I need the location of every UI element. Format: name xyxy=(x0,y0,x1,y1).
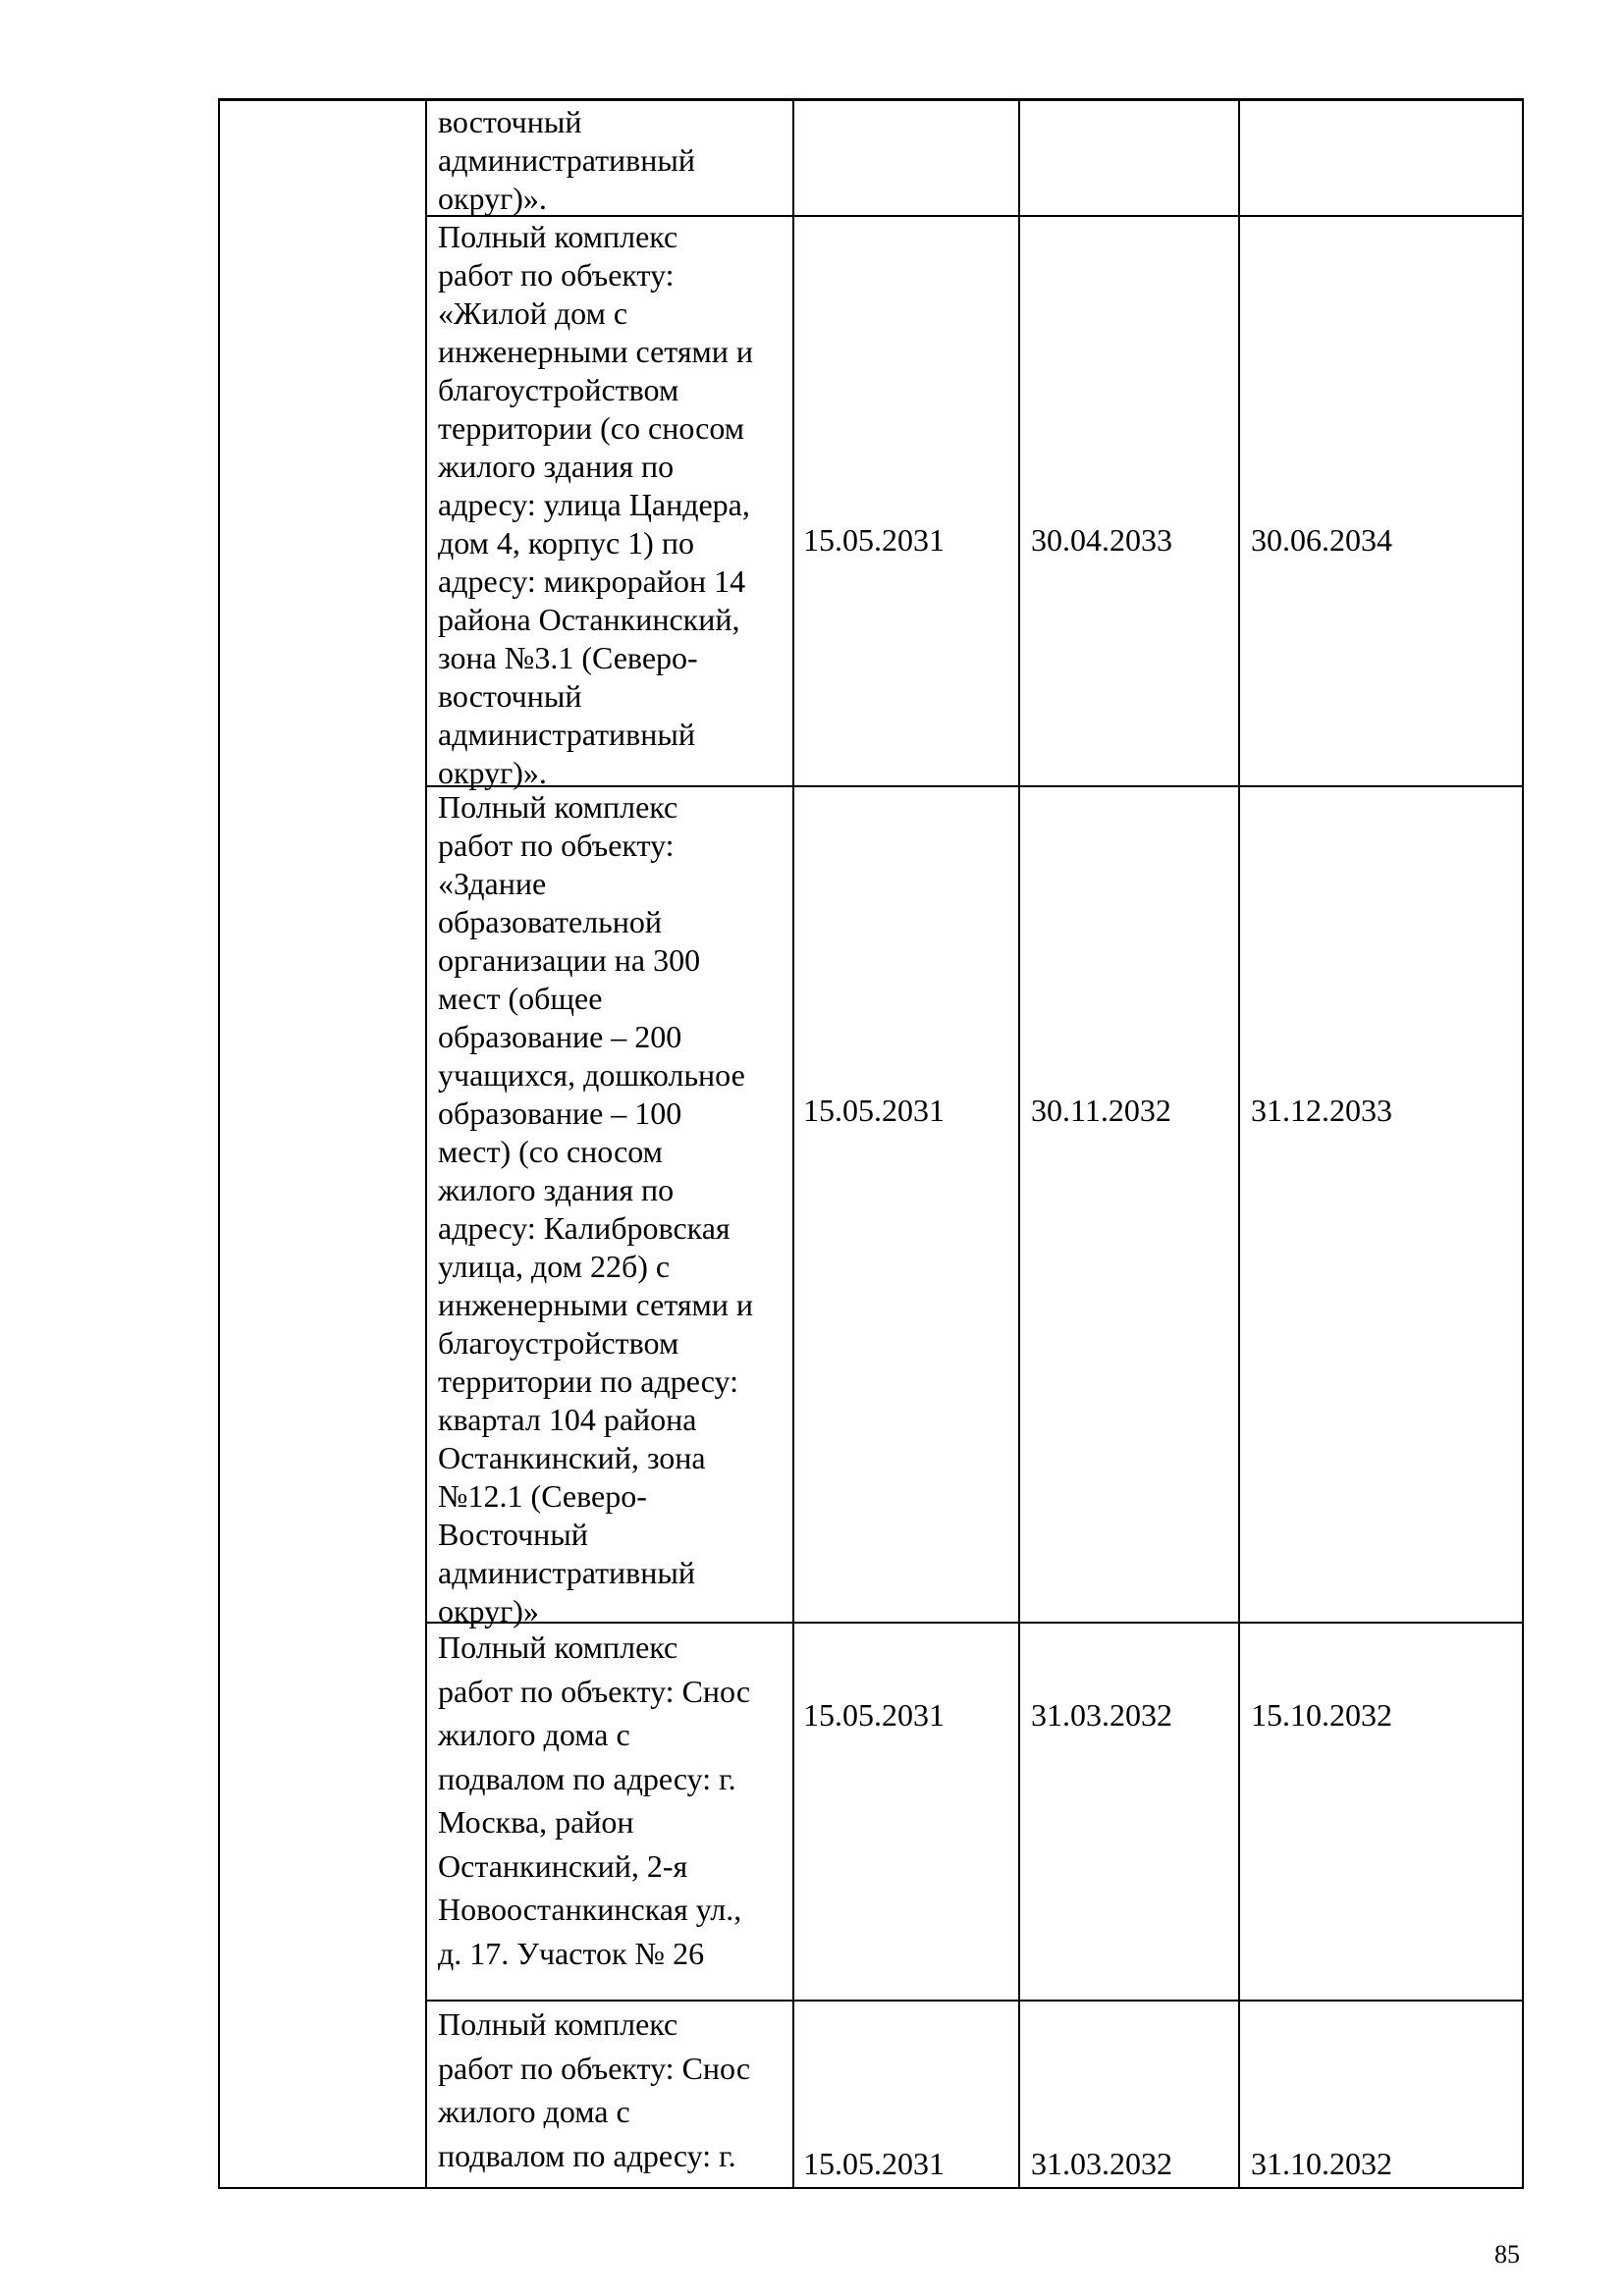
description-line: инженерными сетями и xyxy=(438,1287,754,1322)
description-line: образование – 200 xyxy=(438,1019,682,1054)
column-divider xyxy=(1018,98,1020,2189)
description-line: жилого здания по xyxy=(438,449,675,484)
final-date-cell: 15.10.2032 xyxy=(1251,1697,1392,1733)
description-line: округ)». xyxy=(438,181,547,216)
final-date-cell: 31.10.2032 xyxy=(1251,2146,1392,2181)
description-line: Москва, район xyxy=(438,1804,634,1840)
description-line: Останкинский, зона xyxy=(438,1440,706,1475)
description-line: территории по адресу: xyxy=(438,1363,738,1399)
description-line: благоустройством xyxy=(438,1325,679,1361)
description-line: Полный комплекс xyxy=(438,2006,678,2042)
description-line: территории (со сносом xyxy=(438,410,744,446)
description-line: мест) (со сносом xyxy=(438,1134,663,1169)
description-line: округ)». xyxy=(438,755,547,790)
description-line: образование – 100 xyxy=(438,1095,682,1131)
description-line: адресу: улица Цандера, xyxy=(438,487,750,522)
description-line: «Жилой дом с xyxy=(438,295,628,331)
description-line: жилого дома с xyxy=(438,2094,630,2129)
description-line: инженерными сетями и xyxy=(438,334,754,369)
description-line: организации на 300 xyxy=(438,942,701,978)
description-line: работ по объекту: xyxy=(438,257,675,293)
end-date-cell: 30.11.2032 xyxy=(1031,1093,1171,1128)
start-date-cell: 15.05.2031 xyxy=(803,1093,945,1128)
row-divider xyxy=(426,2000,1524,2002)
start-date-cell: 15.05.2031 xyxy=(803,2146,945,2181)
column-divider xyxy=(218,98,220,2189)
final-date-cell: 30.06.2034 xyxy=(1251,522,1392,558)
page-number: 85 xyxy=(1494,2240,1520,2269)
column-divider xyxy=(425,98,427,2189)
description-cell xyxy=(438,1626,793,1975)
description-line: Восточный xyxy=(438,1517,588,1552)
description-cell xyxy=(438,218,793,792)
description-line: жилого здания по xyxy=(438,1172,675,1207)
description-line: работ по объекту: Снос xyxy=(438,1673,751,1709)
start-date-cell: 15.05.2031 xyxy=(803,1697,945,1733)
description-cell xyxy=(438,103,793,218)
table-top-border xyxy=(218,98,1524,101)
description-line: квартал 104 района xyxy=(438,1402,697,1437)
description-line: восточный xyxy=(438,104,582,139)
description-line: зона №3.1 (Северо- xyxy=(438,640,698,675)
description-line: жилого дома с xyxy=(438,1717,630,1752)
description-line: мест (общее xyxy=(438,981,603,1016)
column-divider xyxy=(1238,98,1240,2189)
description-line: работ по объекту: xyxy=(438,828,675,863)
description-line: благоустройством xyxy=(438,372,679,407)
description-line: Полный комплекс xyxy=(438,789,678,825)
description-line: адресу: микрорайон 14 xyxy=(438,563,746,599)
description-line: №12.1 (Северо- xyxy=(438,1478,647,1514)
description-line: «Здание xyxy=(438,866,547,901)
description-line: Полный комплекс xyxy=(438,219,678,254)
description-line: административный xyxy=(438,142,696,178)
description-line: образовательной xyxy=(438,904,662,939)
description-line: района Останкинский, xyxy=(438,602,740,637)
description-cell xyxy=(438,2002,793,2177)
description-line: Новоостанкинская ул., xyxy=(438,1892,742,1927)
description-line: подвалом по адресу: г. xyxy=(438,2137,736,2173)
end-date-cell: 30.04.2033 xyxy=(1031,522,1172,558)
table-bottom-border xyxy=(218,2187,1524,2189)
start-date-cell: 15.05.2031 xyxy=(803,522,945,558)
description-line: административный xyxy=(438,1555,696,1590)
description-line: Останкинский, 2-я xyxy=(438,1847,688,1884)
description-line: административный xyxy=(438,717,696,752)
description-cell xyxy=(438,788,793,1630)
description-line: дом 4, корпус 1) по xyxy=(438,525,694,561)
end-date-cell: 31.03.2032 xyxy=(1031,1697,1172,1733)
description-line: восточный xyxy=(438,678,582,714)
description-line: Полный комплекс xyxy=(438,1629,678,1665)
description-line: учащихся, дошкольное xyxy=(438,1057,745,1093)
description-line: подвалом по адресу: г. xyxy=(438,1760,736,1796)
description-line: д. 17. Участок № 26 xyxy=(438,1935,705,1971)
description-line: адресу: Калибровская xyxy=(438,1210,731,1246)
description-line: округ)» xyxy=(438,1593,539,1629)
description-line: работ по объекту: Снос xyxy=(438,2050,751,2086)
column-divider xyxy=(1522,98,1524,2189)
description-line: улица, дом 22б) с xyxy=(438,1249,671,1284)
end-date-cell: 31.03.2032 xyxy=(1031,2146,1172,2181)
final-date-cell: 31.12.2033 xyxy=(1251,1093,1392,1128)
